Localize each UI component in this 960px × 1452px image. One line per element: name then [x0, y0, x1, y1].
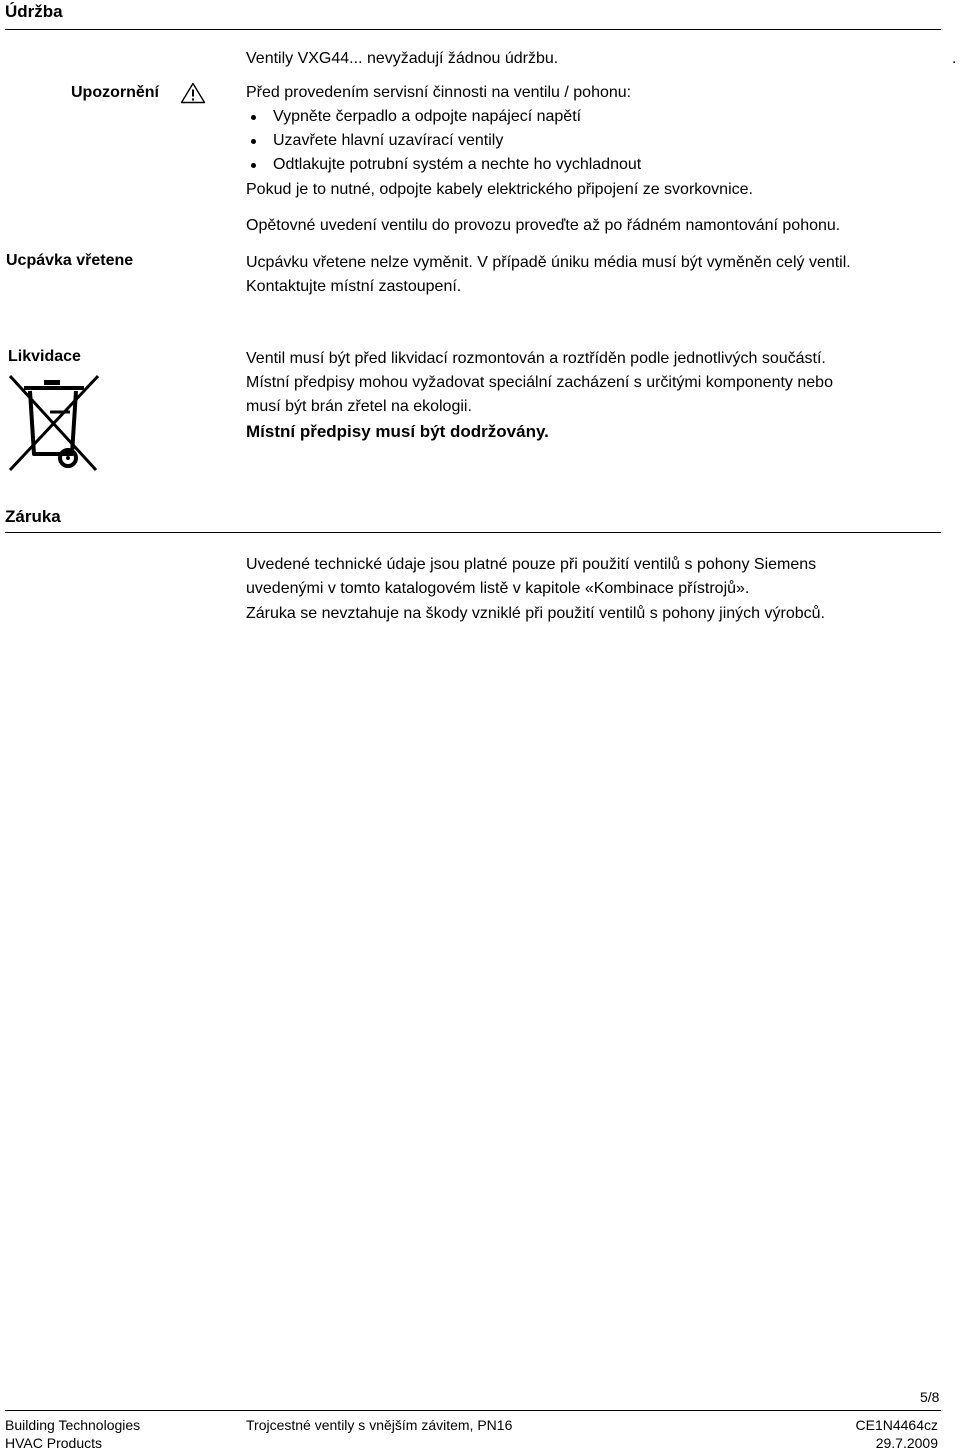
warning-label: Upozornění — [71, 84, 159, 101]
section-divider — [5, 532, 941, 533]
warranty-line-2: uvedenými v tomto katalogovém listě v kapitole «Kombinace přístrojů». — [246, 580, 750, 597]
disposal-line-2: Místní předpisy mohou vyžadovat speciální zacházení s určitými komponenty nebo — [246, 374, 833, 391]
section-title-maintenance: Údržba — [5, 2, 63, 21]
corner-mark: . — [952, 50, 957, 67]
disposal-line-3: musí být brán zřetel na ekologii. — [246, 398, 472, 415]
disconnect-note: Pokud je to nutné, odpojte kabely elektrického připojení ze svorkovnice. — [246, 181, 753, 198]
list-item — [246, 129, 641, 153]
stem-seal-line-1: Ucpávku vřetene nelze vyměnit. V případě úniku média musí být vyměněn celý ventil. — [246, 254, 851, 271]
maintenance-steps-list — [246, 105, 641, 177]
section-divider — [5, 29, 941, 30]
crossed-out-wheelie-bin-icon — [6, 372, 102, 474]
footer-doc-title: Trojcestné ventily s vnějším závitem, PN16 — [246, 1417, 513, 1433]
footer-doc-code: CE1N4464cz — [855, 1417, 938, 1433]
maintenance-lead: Před provedením servisní činnosti na ventilu / pohonu: — [246, 84, 632, 101]
footer-company-line-2: HVAC Products — [5, 1435, 102, 1451]
page-number: 5/8 — [920, 1389, 940, 1405]
list-item — [246, 153, 641, 177]
list-item-text: Uzavřete hlavní uzavírací ventily — [273, 132, 504, 149]
list-item-text: Odtlakujte potrubní systém a nechte ho vychladnout — [273, 156, 642, 173]
footer-divider — [5, 1410, 941, 1411]
bullet-icon — [251, 139, 256, 144]
bullet-icon — [251, 163, 256, 168]
disposal-label: Likvidace — [8, 348, 81, 365]
section-title-warranty: Záruka — [5, 507, 61, 526]
list-item — [246, 105, 641, 129]
list-item-text: Vypněte čerpadlo a odpojte napájecí napětí — [273, 108, 582, 125]
warning-triangle-icon — [180, 82, 206, 104]
warranty-line-1: Uvedené technické údaje jsou platné pouze při použití ventilů s pohony Siemens — [246, 556, 817, 573]
footer-company-line-1: Building Technologies — [5, 1417, 141, 1433]
disposal-line-1: Ventil musí být před likvidací rozmontován a roztříděn podle jednotlivých součástí. — [246, 350, 826, 367]
warranty-line-3: Záruka se nevztahuje na škody vzniklé při použití ventilů s pohony jiných výrobců. — [246, 605, 825, 622]
bullet-icon — [251, 115, 256, 120]
disposal-emphasis: Místní předpisy musí být dodržovány. — [246, 422, 549, 441]
stem-seal-line-2: Kontaktujte místní zastoupení. — [246, 278, 462, 295]
footer-doc-date: 29.7.2009 — [875, 1435, 938, 1451]
maintenance-intro: Ventily VXG44... nevyžadují žádnou údržbu. — [246, 50, 559, 67]
recommission-note: Opětovné uvedení ventilu do provozu proveďte až po řádném namontování pohonu. — [246, 217, 841, 234]
stem-seal-label: Ucpávka vřetene — [6, 252, 134, 269]
